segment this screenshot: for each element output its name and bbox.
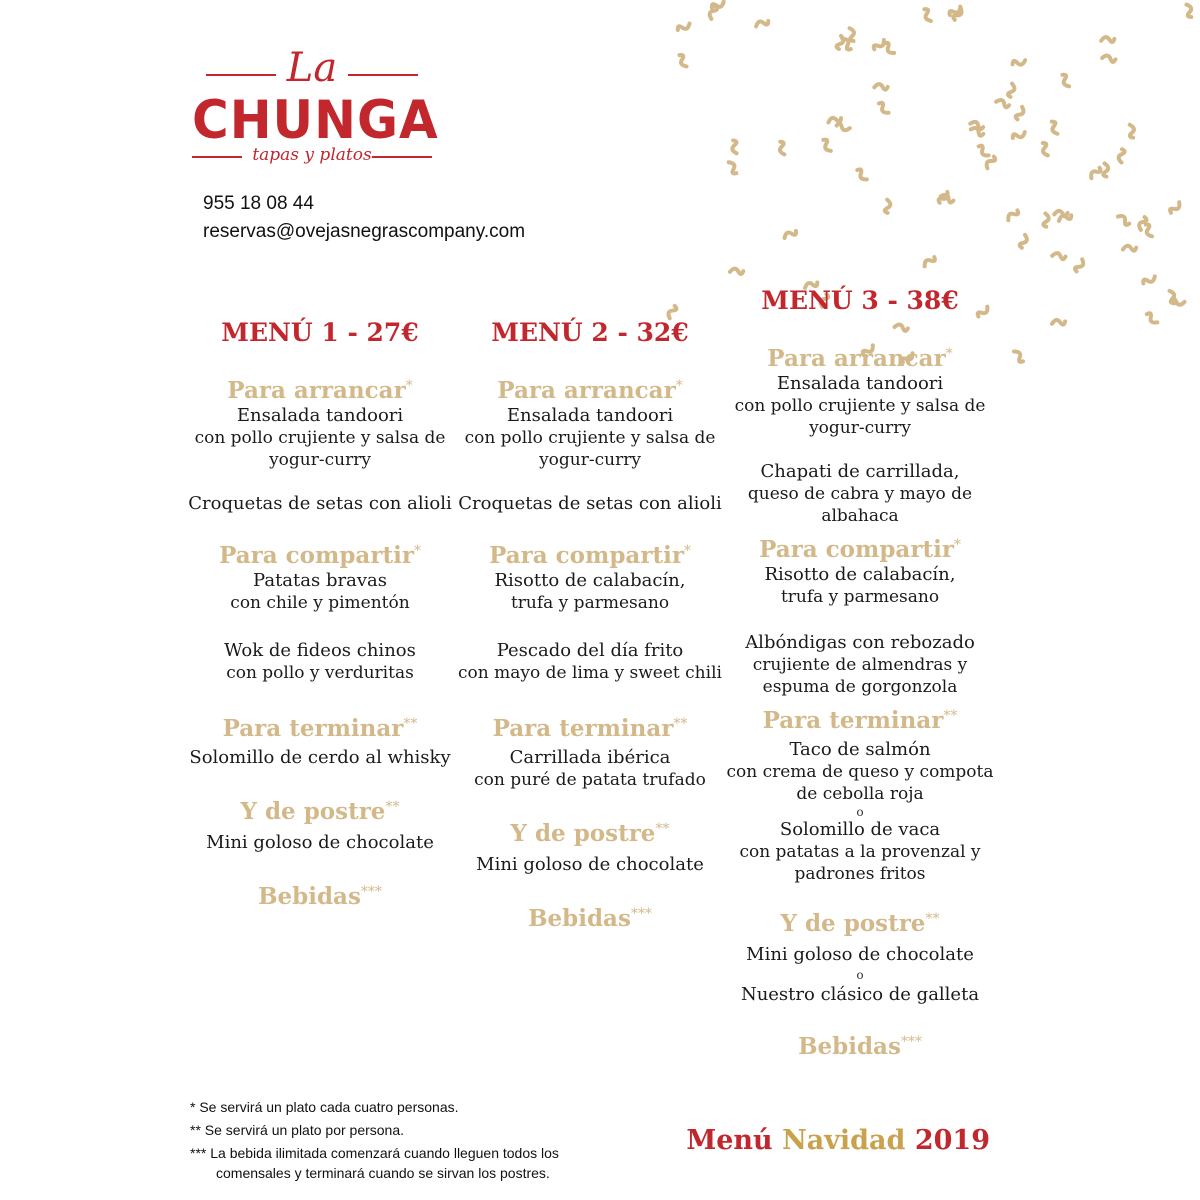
logo-tagline: tapas y platos <box>252 145 372 165</box>
menu-3-dish-4: Albóndigas con rebozado crujiente de almendras y espuma de gorgonzola <box>745 632 975 697</box>
menu-1-dish-6: Mini goloso de chocolate <box>206 832 434 853</box>
confetti-piece <box>1129 125 1134 138</box>
menu-1-section-postre: Y de postre** <box>240 798 400 825</box>
menu-3-section-compartir: Para compartir* <box>759 536 961 563</box>
menu-3-dish-8: Nuestro clásico de galleta <box>740 984 980 1005</box>
menu-3-dish-6: Solomillo de vaca con patatas a la provenzal y padrones fritos <box>739 819 981 884</box>
menu-3-section-postre: Y de postre** <box>780 910 940 937</box>
phone-number[interactable]: 955 18 08 44 <box>203 193 314 214</box>
menu-3-dish-7: Mini goloso de chocolate <box>746 944 974 965</box>
menu-1-dish-4: Wok de fideos chinos con pollo y verduritas <box>224 640 416 683</box>
confetti-piece <box>874 83 888 90</box>
confetti-piece <box>783 230 797 238</box>
footnotes <box>190 1097 559 1183</box>
confetti-piece <box>1074 259 1085 272</box>
menu-3-or-1: o <box>856 805 864 819</box>
confetti-piece <box>1103 163 1108 176</box>
confetti-piece <box>666 305 677 318</box>
confetti-piece <box>822 139 831 153</box>
menu-1 <box>180 318 460 911</box>
footer-word-menu: Menú <box>686 1125 773 1156</box>
confetti-piece <box>732 140 737 153</box>
menu-2-dish-4: Pescado del día frito con mayo de lima y sweet chili <box>458 640 722 683</box>
confetti-piece <box>1146 312 1158 325</box>
confetti-piece <box>1089 167 1102 179</box>
menu-3-section-bebidas: Bebidas*** <box>798 1033 922 1060</box>
confetti-piece <box>1014 349 1024 362</box>
confetti-piece <box>884 42 895 55</box>
menu-2-dish-2: Croquetas de setas con alioli <box>458 493 722 514</box>
footer-word-navidad: Navidad <box>782 1125 906 1156</box>
confetti-piece <box>1052 320 1065 325</box>
logo-name: CHUNGA <box>192 89 439 151</box>
confetti-piece <box>1051 121 1058 135</box>
menu-2-section-terminar: Para terminar** <box>492 715 688 742</box>
menu-2 <box>450 318 730 933</box>
confetti-piece <box>1061 74 1069 88</box>
confetti-piece <box>984 156 996 169</box>
confetti-piece <box>828 117 841 123</box>
menu-1-title: MENÚ 1 - 27€ <box>221 318 419 347</box>
confetti-piece <box>884 200 891 214</box>
confetti-piece <box>1118 149 1126 163</box>
confetti-piece <box>849 28 854 41</box>
menu-1-dish-2: Croquetas de setas con alioli <box>188 493 452 514</box>
confetti-piece <box>978 145 989 158</box>
confetti-piece <box>1006 209 1019 220</box>
menu-3-dish-3: Risotto de calabacín, trufa y parmesano <box>764 564 956 607</box>
menu-3-section-arrancar: Para arrancar* <box>767 345 953 372</box>
confetti-piece <box>856 168 867 181</box>
menu-2-section-postre: Y de postre** <box>510 820 670 847</box>
confetti-piece <box>1118 214 1130 226</box>
confetti-piece <box>923 8 931 22</box>
confetti-piece <box>1169 202 1182 214</box>
confetti-piece <box>1101 37 1114 42</box>
menu-1-section-terminar: Para terminar** <box>222 715 418 742</box>
confetti-piece <box>730 268 744 275</box>
menu-1-dish-3: Patatas bravas con chile y pimentón <box>230 570 410 613</box>
footnote-3: *** La bebida ilimitada comenzará cuando lleguen todos los <box>190 1145 559 1161</box>
menu-1-dish-5: Solomillo de cerdo al whisky <box>189 747 451 768</box>
menu-3-dish-1: Ensalada tandoori con pollo crujiente y salsa de yogur-curry <box>734 373 986 438</box>
confetti-piece <box>1015 107 1026 120</box>
menu-3-dish-5: Taco de salmón con crema de queso y compota de cebolla roja <box>726 739 994 804</box>
menu-1-section-bebidas: Bebidas*** <box>258 883 382 910</box>
menu-2-dish-3: Risotto de calabacín, trufa y parmesano <box>494 570 686 613</box>
logo <box>192 44 439 174</box>
confetti-piece <box>1102 54 1116 62</box>
confetti-piece <box>1043 213 1049 227</box>
menu-2-title: MENÚ 2 - 32€ <box>491 318 689 347</box>
menu-2-section-bebidas: Bebidas*** <box>528 905 652 932</box>
confetti-piece <box>1007 84 1016 98</box>
confetti-piece <box>1019 235 1029 249</box>
logo-la: La <box>286 45 338 91</box>
confetti-piece <box>1186 4 1192 17</box>
footnote-2: ** Se servirá un plato por persona. <box>190 1122 405 1138</box>
menu-1-section-arrancar: Para arrancar* <box>227 377 413 404</box>
menu-2-dish-1: Ensalada tandoori con pollo crujiente y salsa de yogur-curry <box>464 405 716 470</box>
menu-3-title: MENÚ 3 - 38€ <box>761 286 959 315</box>
confetti-piece <box>677 23 691 31</box>
menu-3-section-terminar: Para terminar** <box>762 707 958 734</box>
confetti-piece <box>1058 214 1072 221</box>
menu-2-dish-5: Carrillada ibérica con puré de patata trufado <box>474 747 706 790</box>
confetti-piece <box>1169 290 1175 303</box>
menu-3-or-2: o <box>856 968 864 982</box>
confetti-piece <box>923 256 936 266</box>
confetti-piece <box>878 102 889 115</box>
menu-3-dish-2: Chapati de carrillada, queso de cabra y mayo de albahaca <box>747 461 973 526</box>
confetti-piece <box>728 161 737 175</box>
confetti-piece <box>678 54 686 68</box>
confetti-piece <box>711 1 725 9</box>
menu-3 <box>720 286 1000 1061</box>
confetti-piece <box>1123 245 1136 250</box>
confetti-piece <box>1012 60 1025 65</box>
confetti-piece <box>1052 252 1066 260</box>
confetti-piece <box>1042 143 1048 157</box>
menu-2-dish-6: Mini goloso de chocolate <box>476 854 704 875</box>
confetti-piece <box>755 20 769 27</box>
menu-2-section-compartir: Para compartir* <box>489 542 691 569</box>
confetti-piece <box>836 123 850 132</box>
contact-block <box>203 190 525 246</box>
footnote-1: * Se servirá un plato cada cuatro personas. <box>190 1099 459 1115</box>
menu-1-dish-1: Ensalada tandoori con pollo crujiente y salsa de yogur-curry <box>194 405 446 470</box>
email-address[interactable]: reservas@ovejasnegrascompany.com <box>203 221 526 242</box>
confetti-piece <box>1142 276 1156 284</box>
confetti-piece <box>779 141 784 154</box>
footer-title <box>686 1124 990 1158</box>
menu-2-section-arrancar: Para arrancar* <box>497 377 683 404</box>
menu-1-section-compartir: Para compartir* <box>219 542 421 569</box>
confetti-piece <box>1145 224 1153 238</box>
confetti-piece <box>1012 132 1026 139</box>
footer-word-year: 2019 <box>914 1125 990 1156</box>
footnote-3-continued: comensales y terminará cuando se sirvan los postres. <box>216 1165 550 1181</box>
confetti-piece <box>996 98 1010 108</box>
